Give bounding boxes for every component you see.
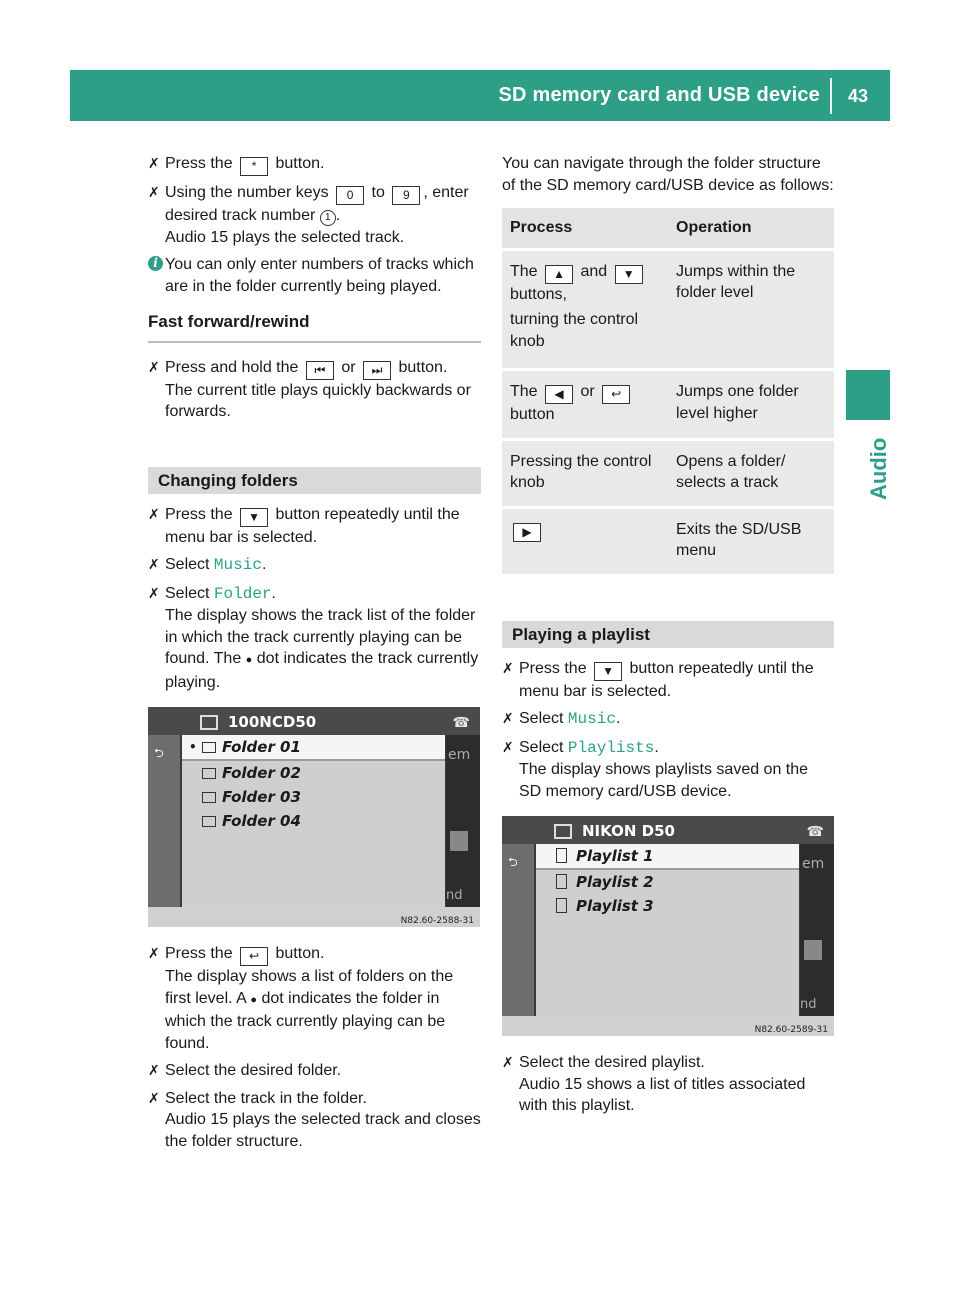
screen-list bbox=[182, 735, 445, 907]
table-header: Operation bbox=[668, 208, 834, 249]
menu-term-music: Music bbox=[213, 556, 262, 574]
list-item: Playlist 2 bbox=[536, 870, 799, 894]
phone-icon: ☎ bbox=[452, 715, 470, 731]
screen-side-text: em bbox=[802, 856, 825, 872]
folder-icon bbox=[202, 768, 216, 779]
playlist-icon bbox=[556, 898, 567, 913]
step-marker-icon: ✗ bbox=[148, 556, 160, 572]
screen-title: NIKON D50 bbox=[582, 822, 675, 840]
table-header: Process bbox=[502, 208, 668, 249]
skip-forward-key-icon: ⏭ bbox=[363, 361, 391, 380]
step-press-star: ✗ Press the * button. bbox=[148, 153, 481, 176]
header-divider bbox=[830, 78, 832, 114]
screen-side-text-2: nd bbox=[446, 888, 463, 903]
page-number: 43 bbox=[847, 86, 868, 106]
table-cell: Exits the SD/USB menu bbox=[668, 507, 834, 575]
back-icon: ⮌ bbox=[508, 855, 518, 869]
down-key-icon: ▼ bbox=[615, 265, 643, 284]
folder-icon bbox=[202, 792, 216, 803]
table-row bbox=[502, 249, 834, 370]
screen-title: 100NCD50 bbox=[228, 713, 317, 731]
step-folders-1: ✗ Press the ▼ button repeatedly until the menu bar is selected. bbox=[148, 505, 460, 546]
menu-term-music: Music bbox=[567, 710, 616, 728]
step-folders-4: ✗ Press the ↩ button. The display shows a list of folders on the first level. A ● dot indicates the folder in which the track currently playing can be found. bbox=[148, 945, 454, 1052]
screen-leftbar bbox=[148, 735, 180, 907]
star-key-icon: * bbox=[240, 157, 268, 176]
step-marker-icon: ✗ bbox=[148, 945, 160, 961]
step-playlist-1: ✗ Press the ▼ button repeatedly until the menu bar is selected. bbox=[502, 659, 814, 700]
playlist-icon bbox=[556, 848, 567, 863]
step-playlist-3: ✗ Select Playlists. The display shows playlists saved on the SD memory card/USB device. bbox=[502, 738, 809, 800]
step-marker-icon: ✗ bbox=[148, 358, 160, 375]
left-column bbox=[148, 153, 481, 1158]
step-playlist-4: ✗ Select the desired playlist. Audio 15 shows a list of titles associated with this playlist. bbox=[502, 1054, 806, 1114]
side-tab bbox=[846, 420, 890, 510]
step-folders-2: ✗ Select Music. bbox=[148, 556, 267, 574]
table-cell: Jumps within the folder level bbox=[668, 249, 834, 370]
side-tab-marker bbox=[846, 370, 890, 420]
menu-term-folder: Folder bbox=[213, 584, 272, 603]
intro-text: You can navigate through the folder structure of the SD memory card/USB device as follows: bbox=[502, 155, 834, 194]
step-folders-5: ✗ Select the desired folder. bbox=[148, 1060, 481, 1082]
side-tab-label: Audio bbox=[866, 437, 891, 500]
screen-leftbar bbox=[502, 844, 534, 1016]
screen-side-box bbox=[804, 940, 822, 960]
playlist-icon bbox=[556, 874, 567, 889]
back-key-icon: ↩ bbox=[240, 947, 268, 966]
image-code: N82.60-2589-31 bbox=[754, 1025, 828, 1035]
table-row bbox=[502, 439, 834, 507]
step-marker-icon: ✗ bbox=[502, 738, 514, 755]
screen-footer bbox=[502, 1016, 834, 1036]
screen-topbar bbox=[148, 707, 480, 735]
screenshot-folder-list bbox=[148, 707, 480, 927]
step-marker-icon: ✗ bbox=[502, 659, 514, 676]
step-marker-icon: ✗ bbox=[148, 584, 160, 601]
table-cell: Pressing the control knob bbox=[502, 439, 668, 507]
info-note: i You can only enter numbers of tracks which are in the folder currently being played. bbox=[148, 254, 481, 297]
table-row bbox=[502, 370, 834, 440]
menu-term-playlists: Playlists bbox=[567, 738, 655, 757]
screen-rightbar bbox=[800, 844, 834, 1016]
step-marker-icon: ✗ bbox=[148, 155, 160, 171]
step-marker-icon: ✗ bbox=[148, 184, 160, 200]
screen-side-box bbox=[450, 831, 468, 851]
callout-1-icon: 1 bbox=[320, 210, 336, 226]
step-marker-icon: ✗ bbox=[148, 1089, 160, 1106]
folder-icon bbox=[200, 715, 218, 730]
skip-back-key-icon: ⏮ bbox=[306, 361, 334, 380]
step-fast-forward: ✗ Press and hold the ⏮ or ⏭ button. The current title plays quickly backwards or forwards. bbox=[148, 358, 471, 420]
image-code: N82.60-2588-31 bbox=[400, 916, 474, 926]
screenshot-playlist-list bbox=[502, 816, 834, 1036]
folder-icon bbox=[554, 824, 572, 839]
step-marker-icon: ✗ bbox=[502, 1054, 514, 1070]
step-marker-icon: ✗ bbox=[148, 505, 160, 522]
phone-icon: ☎ bbox=[806, 824, 824, 840]
list-item: Playlist 3 bbox=[536, 894, 799, 918]
right-key-icon: ▶ bbox=[513, 523, 541, 542]
step-playlist-2: ✗ Select Music. bbox=[502, 710, 621, 728]
screen-side-text-2: nd bbox=[800, 997, 817, 1012]
table-cell: The ▲ and ▼ buttons, turning the control knob bbox=[502, 249, 668, 370]
list-item: • Folder 01 bbox=[182, 735, 445, 761]
back-icon: ⮌ bbox=[154, 746, 164, 760]
page-header bbox=[70, 70, 890, 121]
up-key-icon: ▲ bbox=[545, 265, 573, 284]
down-key-icon: ▼ bbox=[240, 508, 268, 527]
list-item: Folder 04 bbox=[182, 809, 445, 833]
back-key-icon: ↩ bbox=[602, 385, 630, 404]
list-item: Playlist 1 bbox=[536, 844, 799, 870]
dot-icon: ● bbox=[245, 654, 253, 666]
table-cell: Jumps one folder level higher bbox=[668, 370, 834, 440]
table-cell: The ◀ or ↩ button bbox=[502, 370, 668, 440]
heading-changing-folders: Changing folders bbox=[148, 467, 481, 494]
table-row bbox=[502, 507, 834, 575]
right-column bbox=[502, 153, 834, 1123]
heading-playlist: Playing a playlist bbox=[502, 621, 834, 648]
step-marker-icon: ✗ bbox=[148, 1062, 160, 1078]
folder-icon bbox=[202, 816, 216, 827]
section-title: SD memory card and USB device bbox=[498, 84, 820, 106]
list-item: Folder 03 bbox=[182, 785, 445, 809]
key-0-icon: 0 bbox=[336, 186, 364, 205]
screen-side-text: em bbox=[448, 747, 471, 763]
step-number-keys: ✗ Using the number keys 0 to 9 , enter desired track number 1 . Audio 15 plays the selected track. bbox=[148, 184, 469, 246]
screen-footer bbox=[148, 907, 480, 927]
list-item: Folder 02 bbox=[182, 761, 445, 785]
left-key-icon: ◀ bbox=[545, 385, 573, 404]
down-key-icon: ▼ bbox=[594, 662, 622, 681]
table-header-row bbox=[502, 208, 834, 249]
dot-icon: ● bbox=[250, 993, 258, 1006]
table-cell bbox=[502, 507, 668, 575]
step-folders-3: ✗ Select Folder. The display shows the track list of the folder in which the track currently playing can be found. The ● dot indicates the track currently playing. bbox=[148, 584, 479, 691]
key-9-icon: 9 bbox=[392, 186, 420, 205]
table-cell: Opens a folder/ selects a track bbox=[668, 439, 834, 507]
screen-topbar bbox=[502, 816, 834, 844]
screen-list bbox=[536, 844, 799, 1016]
info-icon: i bbox=[148, 256, 163, 271]
heading-fast-forward: Fast forward/rewind bbox=[148, 311, 481, 343]
screen-rightbar bbox=[446, 735, 480, 907]
navigation-table bbox=[502, 208, 834, 577]
step-folders-6: ✗ Select the track in the folder. Audio 15 plays the selected track and closes the folder structure. bbox=[148, 1089, 481, 1150]
step-marker-icon: ✗ bbox=[502, 710, 514, 726]
current-dot-icon: • bbox=[189, 740, 197, 754]
folder-icon bbox=[202, 742, 216, 753]
